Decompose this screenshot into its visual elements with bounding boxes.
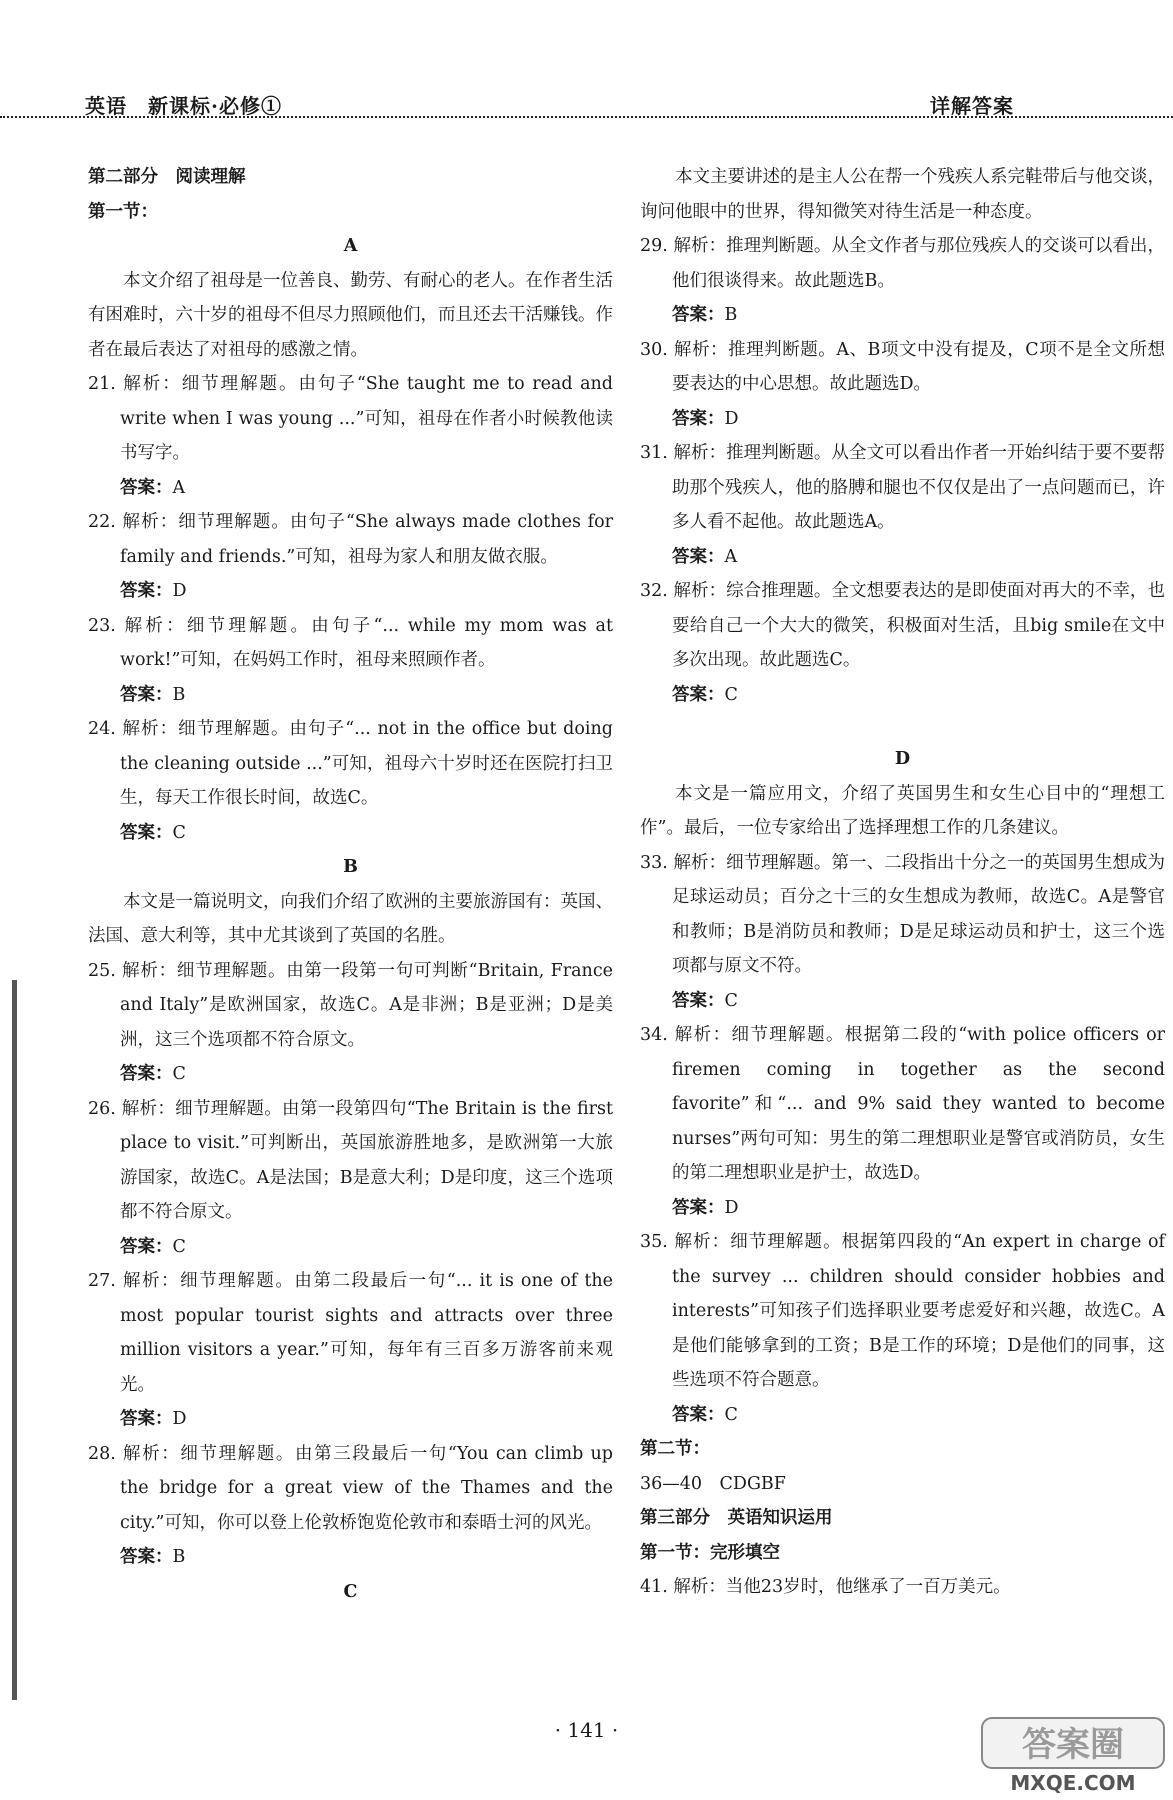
question-explanation: 33. 解析：细节理解题。第一、二段指出十分之一的英国男生想成为足球运动员；百分之十三的女生想成为教师，故选C。A是警官和教师；B是消防员和教师；D是足球运动员和护士，这三个选项都与原文不符。: [640, 852, 1165, 976]
section-heading: 第三部分 英语知识运用: [640, 1508, 833, 1528]
answer-line: [88, 1402, 613, 1437]
header-divider: [0, 116, 1173, 118]
answer-label: 答案：: [120, 1236, 173, 1257]
answer-value: D: [172, 581, 187, 601]
section-heading: 第二节：: [640, 1439, 710, 1459]
question-explanation: 28. 解析：细节理解题。由第三段最后一句“You can climb up the bridge for a great view of the Thames and the city.”可知，你可以登上伦敦桥饱览伦敦市和泰晤士河的风光。: [88, 1443, 613, 1533]
passage-summary: 本文是一篇应用文，介绍了英国男生和女生心目中的“理想工作”。最后，一位专家给出了选择理想工作的几条建议。: [640, 783, 1165, 838]
passage-summary: 本文介绍了祖母是一位善良、勤劳、有耐心的老人。在作者生活有困难时，六十岁的祖母不但尽力照顾他们，而且还去干活赚钱。作者在最后表达了对祖母的感激之情。: [88, 270, 613, 360]
answer-label: 答案：: [672, 1197, 725, 1218]
answer-value: C: [172, 822, 186, 843]
answer-line: [640, 540, 1165, 575]
page-number: · 141 ·: [554, 1718, 619, 1742]
answer-label: 答案：: [672, 305, 725, 325]
answer-value: C: [724, 990, 738, 1011]
answer-line: [88, 678, 613, 713]
watermark-logo: [980, 1712, 1166, 1796]
section-heading: 第一节：完形填空: [640, 1542, 780, 1563]
answer-line: [640, 1191, 1165, 1226]
scan-edge-mark: [12, 980, 17, 1700]
answer-line: [88, 574, 613, 609]
left-column: [88, 160, 613, 1609]
passage-summary: 本文主要讲述的是主人公在帮一个残疾人系完鞋带后与他交谈，询问他眼中的世界，得知微笑对待生活是一种态度。: [640, 167, 1165, 222]
answer-line: [640, 1398, 1165, 1433]
answer-line: [88, 1230, 613, 1265]
question-explanation: 26. 解析：细节理解题。由第一段第四句“The Britain is the first place to visit.”可判断出，英国旅游胜地多，是欧洲第一大旅游国家，故选C。A是法国；B是意大利；D是印度，这三个选项都不符合原文。: [88, 1098, 613, 1222]
answer-value: D: [724, 408, 739, 429]
answer-value: C: [172, 1064, 186, 1084]
answer-label: 答案：: [120, 1064, 173, 1084]
answer-value: A: [724, 546, 738, 567]
passage-summary: 本文是一篇说明文，向我们介绍了欧洲的主要旅游国有：英国、法国、意大利等，其中尤其谈到了英国的名胜。: [88, 891, 613, 946]
answer-value: A: [172, 477, 186, 498]
spacer: [640, 712, 1165, 742]
answer-label: 答案：: [120, 684, 173, 705]
answer-label: 答案：: [672, 546, 725, 567]
answer-label: 答案：: [120, 477, 173, 498]
answer-line: [88, 1057, 613, 1092]
question-explanation: 29. 解析：推理判断题。从全文作者与那位残疾人的交谈可以看出，他们很谈得来。故此题选B。: [640, 236, 1165, 291]
answer-line: [640, 678, 1165, 713]
answer-value: C: [724, 684, 738, 705]
answer-label: 答案：: [672, 684, 725, 705]
answer-value: D: [724, 1197, 739, 1218]
section-heading: 第一节：: [88, 201, 158, 222]
question-explanation: 21. 解析：细节理解题。由句子“She taught me to read and write when I was young ...”可知，祖母在作者小时候教他读书写字。: [88, 374, 613, 463]
passage-letter: B: [343, 857, 358, 877]
answer-label: 答案：: [120, 581, 173, 601]
passage-letter: A: [343, 236, 358, 256]
answer-label: 答案：: [120, 1547, 173, 1567]
section-heading: 第二部分 阅读理解: [88, 167, 246, 187]
question-explanation: 22. 解析：细节理解题。由句子“She always made clothes for family and friends.”可知，祖母为家人和朋友做衣服。: [88, 512, 613, 567]
watermark-graphic: [980, 1712, 1166, 1796]
answer-sequence: 36—40 CDGBF: [640, 1473, 786, 1494]
answer-label: 答案：: [672, 1404, 725, 1425]
answer-line: [640, 984, 1165, 1019]
question-explanation: 30. 解析：推理判断题。A、B项文中没有提及，C项不是全文所想要表达的中心思想。故此题选D。: [640, 339, 1165, 394]
question-explanation: 41. 解析：当他23岁时，他继承了一百万美元。: [640, 1577, 1011, 1597]
question-explanation: 35. 解析：细节理解题。根据第四段的“An expert in charge of the survey ... children should consider hobbies and interests”可知孩子们选择职业要考虑爱好和兴趣，故选C。A是他们能够拿到的工资；B是工作的环境；D是他们的同事，这些选项不符合题意。: [640, 1232, 1165, 1390]
question-explanation: 27. 解析：细节理解题。由第二段最后一句“... it is one of the most popular tourist sights and attracts over three million visitors a year.”可知，每年有三百多万游客前来观光。: [88, 1271, 613, 1395]
answer-label: 答案：: [120, 1409, 173, 1429]
svg-text:MXQE.COM: MXQE.COM: [1010, 1771, 1136, 1795]
passage-letter: C: [343, 1581, 358, 1602]
svg-text:答案圈: 答案圈: [1022, 1725, 1124, 1765]
answer-value: B: [724, 305, 738, 325]
answer-label: 答案：: [120, 822, 173, 843]
answer-line: [640, 402, 1165, 437]
passage-letter: D: [894, 749, 911, 769]
question-explanation: 31. 解析：推理判断题。从全文可以看出作者一开始纠结于要不要帮助那个残疾人，他的胳膊和腿也不仅仅是出了一点问题而已，许多人看不起他。故此题选A。: [640, 443, 1165, 532]
question-explanation: 34. 解析：细节理解题。根据第二段的“with police officers or firemen coming in together as the second favorite”和“... and 9% said they wanted to become nurses”两句可知：男生的第二理想职业是警官或消防员，女生的第二理想职业是护士，故选D。: [640, 1025, 1165, 1183]
answer-line: [88, 1540, 613, 1575]
answer-label: 答案：: [672, 990, 725, 1011]
question-explanation: 24. 解析：细节理解题。由句子“... not in the office but doing the cleaning outside ...”可知，祖母六十岁时还在医院打扫卫生，每天工作很长时间，故选C。: [88, 719, 613, 808]
answer-line: [88, 816, 613, 851]
answer-value: D: [172, 1409, 187, 1429]
question-explanation: 32. 解析：综合推理题。全文想要表达的是即使面对再大的不幸，也要给自己一个大大的微笑，积极面对生活，且big smile在文中多次出现。故此题选C。: [640, 581, 1165, 670]
answer-value: C: [724, 1404, 738, 1425]
answer-value: C: [172, 1236, 186, 1257]
right-column: [640, 160, 1165, 1605]
answer-line: [88, 471, 613, 506]
section-title: 详解答案: [930, 94, 1014, 118]
answer-value: B: [172, 684, 186, 705]
answer-label: 答案：: [672, 408, 725, 429]
answer-value: B: [172, 1547, 186, 1567]
book-title: 英语 新课标·必修①: [85, 94, 282, 118]
answer-line: [640, 298, 1165, 333]
question-explanation: 23. 解析：细节理解题。由句子“... while my mom was at work!”可知，在妈妈工作时，祖母来照顾作者。: [88, 615, 613, 670]
question-explanation: 25. 解析：细节理解题。由第一段第一句可判断“Britain, France and Italy”是欧洲国家，故选C。A是非洲；B是亚洲；D是美洲，这三个选项都不符合原文。: [88, 960, 613, 1050]
